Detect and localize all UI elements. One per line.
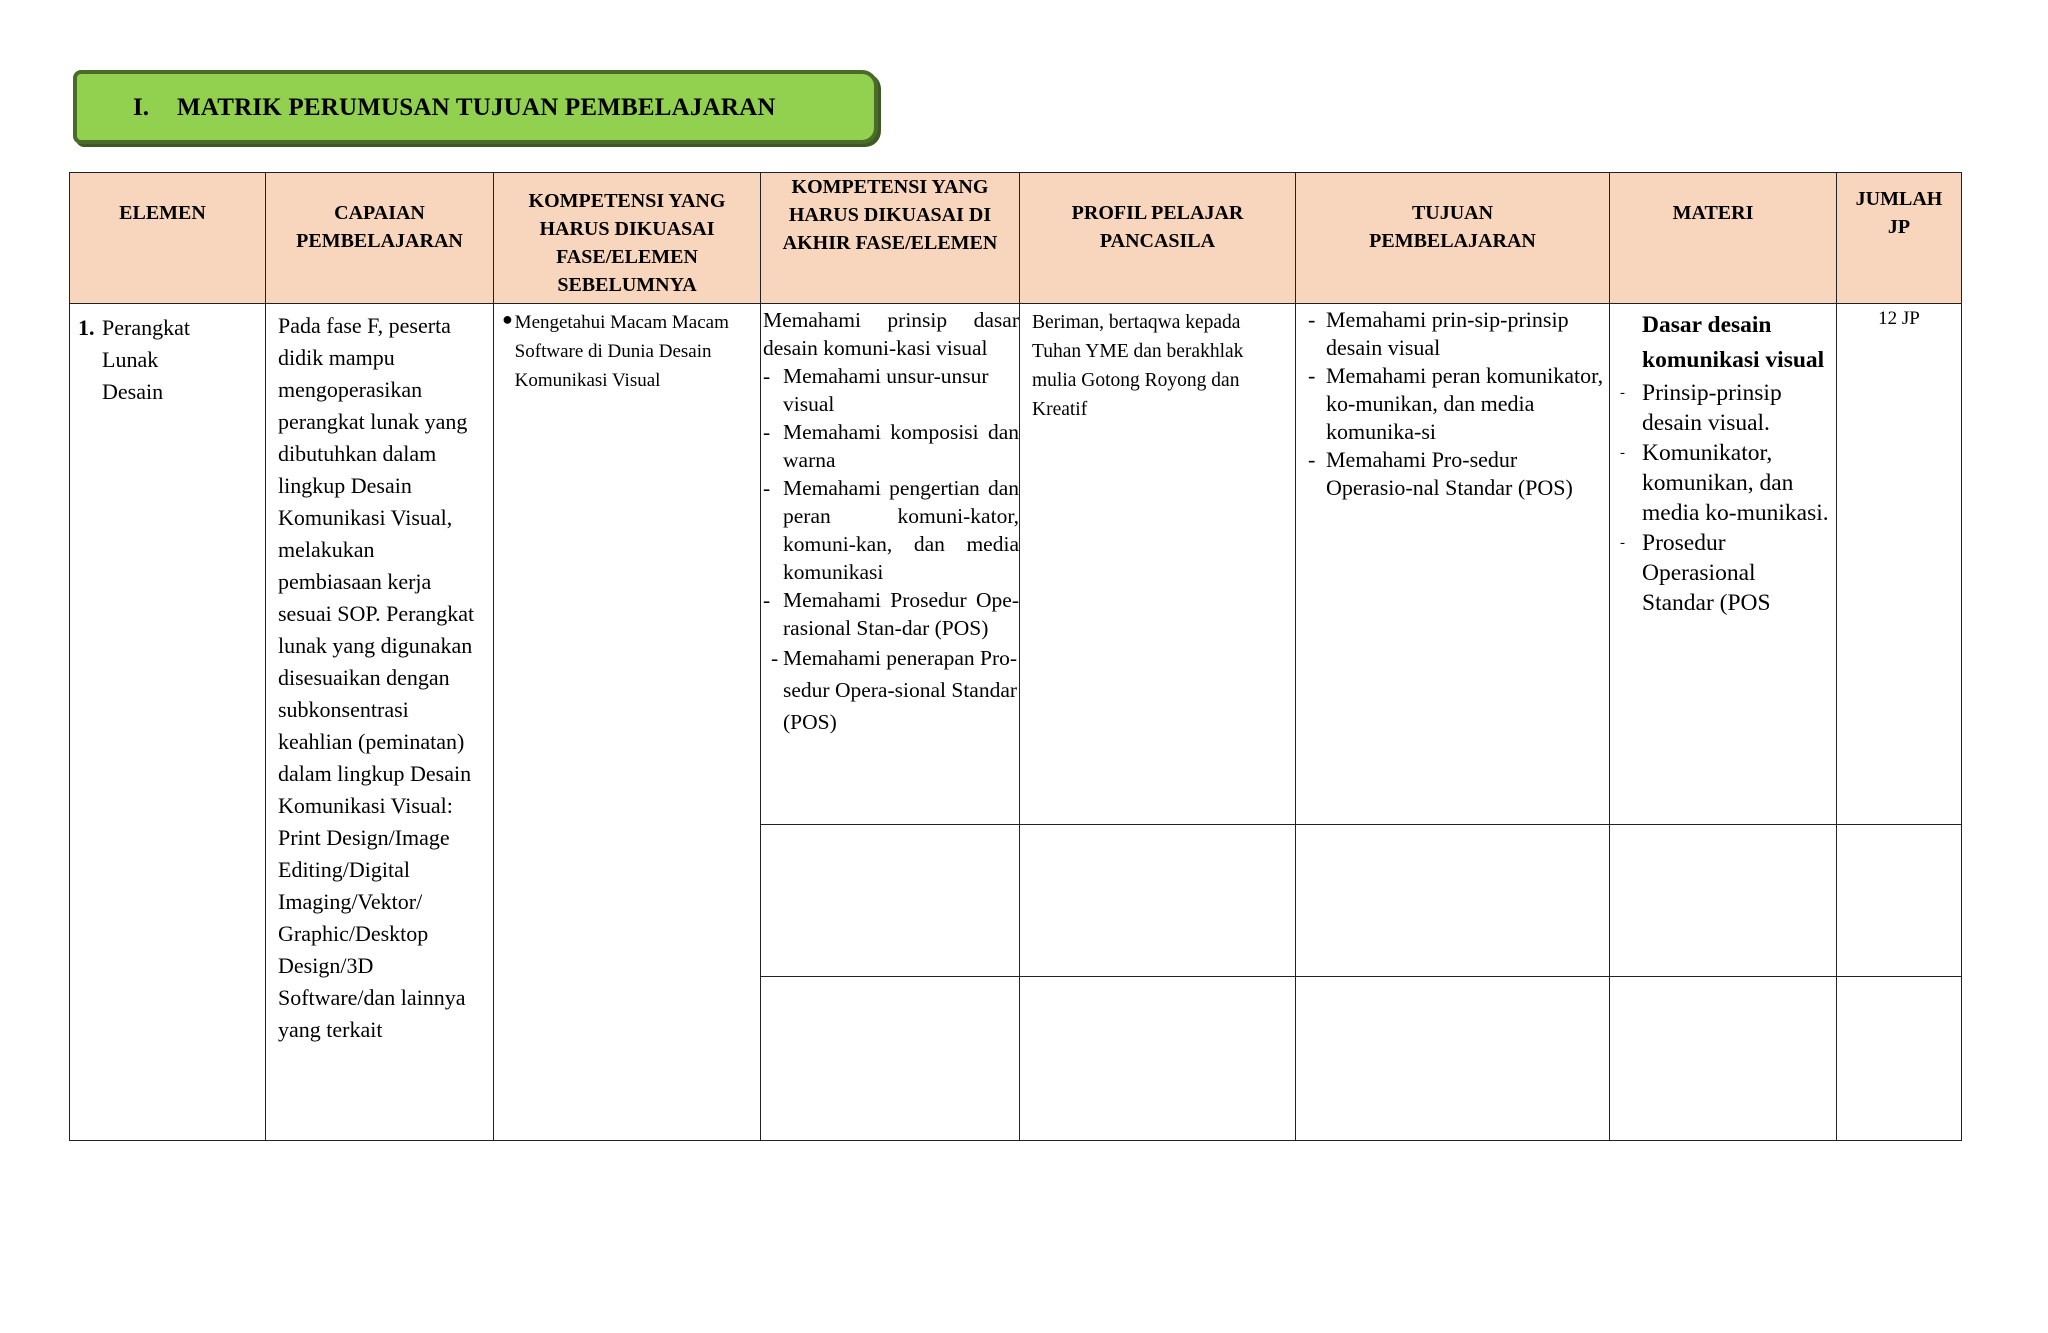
cell-materi	[1610, 304, 1837, 825]
empty-cell	[1296, 825, 1610, 977]
empty-cell	[761, 825, 1020, 977]
elemen-text: Perangkat Lunak Desain	[102, 315, 190, 404]
section-title-box	[73, 70, 878, 144]
header-jumlah: JUMLAH JP	[1837, 173, 1962, 304]
empty-cell	[1837, 825, 1962, 977]
header-profil: PROFIL PELAJAR PANCASILA	[1020, 173, 1296, 304]
cell-capaian	[266, 304, 494, 1141]
list-item: - Memahami peran komunikator, ko-munikan, dan media komunika-si	[1308, 363, 1604, 444]
list-item: - Memahami pengertian dan peran komuni-kator, komuni-kan, dan media komunikasi	[763, 476, 1019, 584]
profil-text: Beriman, bertaqwa kepada Tuhan YME dan berakhlak mulia Gotong Royong dan Kreatif	[1032, 312, 1244, 420]
section-title: MATRIK PERUMUSAN TUJUAN PEMBELAJARAN	[177, 94, 776, 121]
cell-komp-akhir	[761, 304, 1020, 825]
list-item: - Prinsip-prinsip desain visual.	[1620, 380, 1782, 436]
jumlah-jp: 12 JP	[1878, 308, 1920, 329]
komp-sebelum-text: Mengetahui Macam Macam Software di Dunia Desain Komunikasi Visual	[514, 312, 729, 391]
header-komp-akhir: KOMPETENSI YANG HARUS DIKUASAI DI AKHIR FASE/ELEMEN	[761, 173, 1020, 304]
bullet-icon: ●	[502, 309, 513, 329]
empty-cell	[761, 977, 1020, 1141]
table-header-row	[70, 173, 1962, 304]
empty-cell	[1296, 977, 1610, 1141]
empty-cell	[1837, 977, 1962, 1141]
empty-cell	[1020, 977, 1296, 1141]
list-item: - Prosedur Operasional Standar (POS	[1620, 530, 1771, 616]
cell-jumlah	[1837, 304, 1962, 825]
cell-profil	[1020, 304, 1296, 825]
list-item: - Memahami penerapan Pro-sedur Opera-sional Standar (POS)	[771, 646, 1018, 734]
list-item: Memahami prinsip dasar desain komuni-kasi visual	[763, 308, 1019, 360]
header-capaian: CAPAIAN PEMBELAJARAN	[266, 173, 494, 304]
list-item: - Memahami komposisi dan warna	[763, 420, 1019, 472]
list-item: - Memahami Pro-sedur Operasio-nal Standar (POS)	[1308, 447, 1573, 500]
list-item: - Memahami unsur-unsur visual	[763, 364, 989, 416]
capaian-text: Pada fase F, peserta didik mampu mengoperasikan perangkat lunak yang dibutuhkan dalam lingkup Desain Komunikasi Visual, melakukan pembiasaan kerja sesuai SOP. Perangkat lunak yang digunakan disesuaikan dengan subkonsentrasi keahlian (peminatan) dalam lingkup Desain Komunikasi Visual: Print Design/Image Editing/Digital Imaging/Vektor/ Graphic/Desktop Design/3D Software/dan lainnya yang terkait	[278, 313, 475, 1042]
table-row	[70, 304, 1962, 825]
header-elemen: ELEMEN	[70, 173, 266, 304]
elemen-number: 1.	[78, 315, 95, 340]
empty-cell	[1020, 825, 1296, 977]
section-number: I.	[133, 94, 149, 121]
list-item: - Memahami prin-sip-prinsip desain visual	[1308, 307, 1569, 360]
cell-tujuan	[1296, 304, 1610, 825]
header-materi: MATERI	[1610, 173, 1837, 304]
cell-komp-sebelum	[494, 304, 761, 1141]
learning-objectives-matrix	[69, 172, 1962, 1141]
cell-elemen	[70, 304, 266, 1141]
list-item: - Memahami Prosedur Ope-rasional Stan-dar (POS)	[763, 588, 1019, 640]
list-item: - Komunikator, komunikan, dan media ko-munikasi.	[1620, 440, 1829, 526]
header-tujuan: TUJUAN PEMBELAJARAN	[1296, 173, 1610, 304]
materi-heading: Dasar desain komunikasi visual	[1642, 312, 1825, 373]
header-komp-sebelum: KOMPETENSI YANG HARUS DIKUASAI FASE/ELEMEN SEBELUMNYA	[494, 173, 761, 304]
empty-cell	[1610, 825, 1837, 977]
empty-cell	[1610, 977, 1837, 1141]
